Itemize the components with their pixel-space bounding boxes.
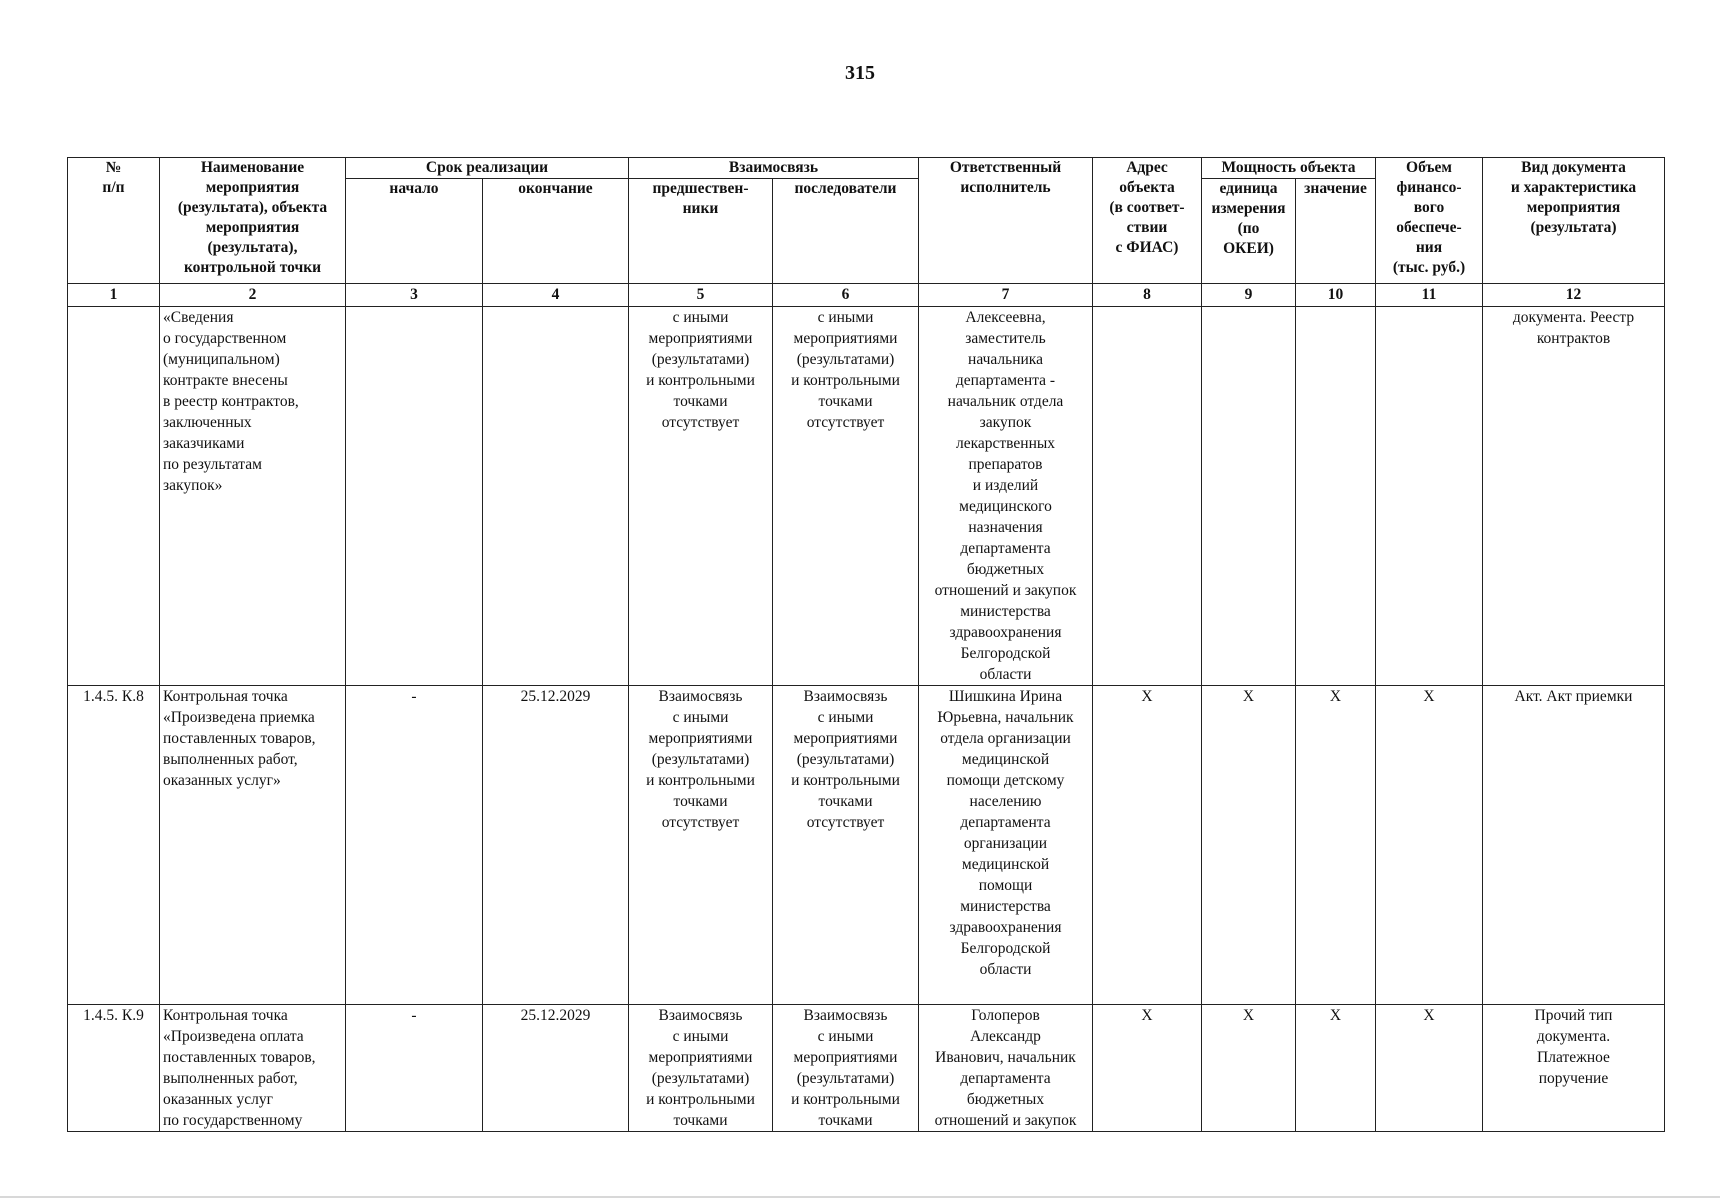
column-number: 1 <box>68 284 160 307</box>
column-number: 4 <box>483 284 629 307</box>
column-number: 12 <box>1483 284 1665 307</box>
row-doc: документа. Реестр контрактов <box>1483 307 1665 686</box>
row-start: - <box>346 1005 483 1132</box>
row-responsible: Алексеевна, заместитель начальника департамента - начальник отдела закупок лекарственных препаратов и изделий медицинского назначения департамента бюджетных отношений и закупок министерства здравоохранения Белгородской области <box>919 307 1093 686</box>
row-num: 1.4.5. К.9 <box>68 1005 160 1132</box>
column-number: 10 <box>1296 284 1376 307</box>
row-start: - <box>346 686 483 1005</box>
row-finance: X <box>1376 686 1483 1005</box>
row-value: X <box>1296 1005 1376 1132</box>
header-capacity-value: значение <box>1296 179 1376 284</box>
row-end <box>483 307 629 686</box>
row-unit: X <box>1202 686 1296 1005</box>
row-doc: Акт. Акт приемки <box>1483 686 1665 1005</box>
row-responsible: Шишкина Ирина Юрьевна, начальник отдела организации медицинской помощи детскому населению департамента организации медицинской помощи министерства здравоохранения Белгородской области <box>919 686 1093 1005</box>
row-name: «Сведения о государственном (муниципальном) контракте внесены в реестр контрактов, заключенных заказчиками по результатам закупок» <box>160 307 346 686</box>
measures-table <box>67 157 1665 1132</box>
column-number: 5 <box>629 284 773 307</box>
column-number: 11 <box>1376 284 1483 307</box>
row-value: X <box>1296 686 1376 1005</box>
page-number: 315 <box>845 62 875 84</box>
row-start <box>346 307 483 686</box>
row-name: Контрольная точка «Произведена приемка поставленных товаров, выполненных работ, оказанных услуг» <box>160 686 346 1005</box>
row-num: 1.4.5. К.8 <box>68 686 160 1005</box>
row-value <box>1296 307 1376 686</box>
header-num: № п/п <box>68 158 160 284</box>
header-capacity-unit: единица измерения (по ОКЕИ) <box>1202 179 1296 284</box>
column-number: 9 <box>1202 284 1296 307</box>
header-row-1 <box>68 158 1665 179</box>
row-address: X <box>1093 686 1202 1005</box>
header-responsible: Ответственный исполнитель <box>919 158 1093 284</box>
header-finance: Объем финансо- вого обеспече- ния (тыс. руб.) <box>1376 158 1483 284</box>
row-end: 25.12.2029 <box>483 1005 629 1132</box>
row-doc: Прочий тип документа. Платежное поручение <box>1483 1005 1665 1132</box>
row-address <box>1093 307 1202 686</box>
header-term: Срок реализации <box>346 158 629 179</box>
column-number-row <box>68 284 1665 307</box>
table-row <box>68 686 1665 1005</box>
column-number: 3 <box>346 284 483 307</box>
row-successors: с иными мероприятиями (результатами) и контрольными точками отсутствует <box>773 307 919 686</box>
column-number: 7 <box>919 284 1093 307</box>
row-end: 25.12.2029 <box>483 686 629 1005</box>
row-unit: X <box>1202 1005 1296 1132</box>
row-successors: Взаимосвязь с иными мероприятиями (результатами) и контрольными точками <box>773 1005 919 1132</box>
header-link-pred: предшествен- ники <box>629 179 773 284</box>
row-responsible: Голоперов Александр Иванович, начальник департамента бюджетных отношений и закупок <box>919 1005 1093 1132</box>
row-predecessors: Взаимосвязь с иными мероприятиями (результатами) и контрольными точками <box>629 1005 773 1132</box>
header-address: Адрес объекта (в соответ- ствии с ФИАС) <box>1093 158 1202 284</box>
header-term-start: начало <box>346 179 483 284</box>
header-term-end: окончание <box>483 179 629 284</box>
column-number: 2 <box>160 284 346 307</box>
row-unit <box>1202 307 1296 686</box>
header-capacity: Мощность объекта <box>1202 158 1376 179</box>
header-name: Наименование мероприятия (результата), объекта мероприятия (результата), контрольной точки <box>160 158 346 284</box>
table-row <box>68 307 1665 686</box>
row-predecessors: Взаимосвязь с иными мероприятиями (результатами) и контрольными точками отсутствует <box>629 686 773 1005</box>
header-link-succ: последователи <box>773 179 919 284</box>
row-address: X <box>1093 1005 1202 1132</box>
scan-edge-line <box>0 1196 1720 1198</box>
row-finance <box>1376 307 1483 686</box>
header-link: Взаимосвязь <box>629 158 919 179</box>
row-predecessors: с иными мероприятиями (результатами) и контрольными точками отсутствует <box>629 307 773 686</box>
row-num <box>68 307 160 686</box>
table-row <box>68 1005 1665 1132</box>
row-name: Контрольная точка «Произведена оплата поставленных товаров, выполненных работ, оказанных услуг по государственному <box>160 1005 346 1132</box>
header-doc: Вид документа и характеристика мероприятия (результата) <box>1483 158 1665 284</box>
row-finance: X <box>1376 1005 1483 1132</box>
column-number: 8 <box>1093 284 1202 307</box>
column-number: 6 <box>773 284 919 307</box>
row-successors: Взаимосвязь с иными мероприятиями (результатами) и контрольными точками отсутствует <box>773 686 919 1005</box>
